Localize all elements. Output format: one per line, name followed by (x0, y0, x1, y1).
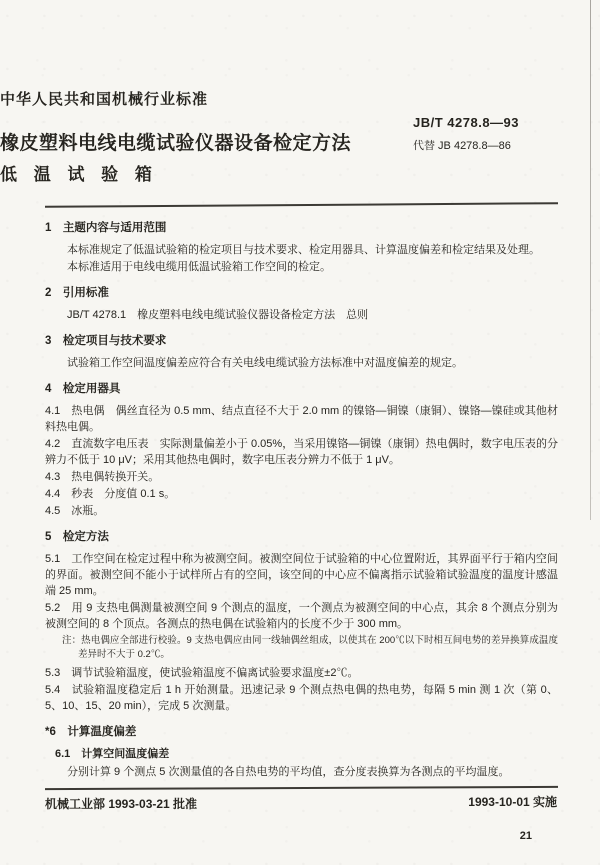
standard-number: JB/T 4278.8—93 (413, 115, 520, 130)
clause-4-4: 4.4 秒表 分度值 0.1 s。 (45, 488, 176, 500)
clause-5-2-note: 注：热电偶应全部进行校验。9 支热电偶应由同一线轴偶丝组成，以使其在 200℃以下时相互间电势的差异换算成温度差异时不大于 0.2℃。 (62, 635, 558, 660)
section-3-para: 试验箱工作空间温度偏差应符合有关电线电缆试验方法标准中对温度偏差的规定。 (67, 357, 463, 369)
clause-5-1: 5.1 工作空间在检定过程中称为被测空间。被测空间位于试验箱的中心位置附近，其界面平行于箱内空间的界面。被测空间不能小于试样所占有的空间，该空间的中心应不偏离指示试验箱试验温度的温度计感温端 25 mm。 (45, 553, 558, 597)
clause-4-1: 4.1 热电偶 偶丝直径为 0.5 mm、结点直径不大于 2.0 mm 的镍铬—铜镍（康铜）、镍铬—镍硅或其他材料热电偶。 (45, 405, 558, 433)
clause-4-2: 4.2 直流数字电压表 实际测量偏差小于 0.05%，当采用镍铬—铜镍（康铜）热电偶时，数字电压表的分辨力不低于 10 μV；采用其他热电偶时，数字电压表分辨力不低于 1 μV。 (45, 438, 558, 466)
clause-6-1-para: 分别计算 9 个测点 5 次测量值的各自热电势的平均值，查分度表换算为各测点的平均温度。 (67, 766, 510, 778)
section-1-para-2: 本标准适用于电线电缆用低温试验箱工作空间的检定。 (67, 261, 331, 273)
clause-5-3: 5.3 调节试验箱温度，使试验箱温度不偏离试验要求温度±2℃。 (45, 667, 359, 679)
header-divider-rule (45, 202, 558, 208)
section-1-heading: 1 主题内容与适用范围 (45, 222, 167, 234)
standard-number-block (413, 115, 573, 153)
clause-6-1-heading: 6.1 计算空间温度偏差 (55, 748, 170, 760)
section-4-heading: 4 检定用器具 (45, 383, 121, 395)
footer-divider-rule (45, 786, 558, 790)
clause-4-5: 4.5 冰瓶。 (45, 505, 105, 517)
section-2-reference: JB/T 4278.1 橡皮塑料电线电缆试验仪器设备检定方法 总则 (67, 309, 369, 321)
footer-approval-text: 机械工业部 1993-03-21 批准 (45, 797, 198, 811)
section-3-heading: 3 检定项目与技术要求 (45, 335, 167, 347)
replaces-note: 代替 JB 4278.8—86 (413, 140, 511, 152)
footer-implementation-text: 1993-10-01 实施 (468, 795, 557, 809)
clause-5-4: 5.4 试验箱温度稳定后 1 h 开始测量。迅速记录 9 个测点热电偶的热电势，每隔 5 min 测 1 次（第 0、5、10、15、20 min），完成 5 次测量。 (45, 684, 558, 712)
document-title-line1: 橡皮塑料电线电缆试验仪器设备检定方法 (0, 133, 352, 154)
document-title-line2: 低 温 试 验 箱 (0, 165, 158, 184)
scan-page-edge-line (590, 0, 591, 520)
section-5-heading: 5 检定方法 (45, 531, 109, 543)
document-body (45, 216, 558, 781)
section-1-para-1: 本标准规定了低温试验箱的检定项目与技术要求、检定用器具、计算温度偏差和检定结果及处理。 (67, 244, 540, 256)
clause-5-2: 5.2 用 9 支热电偶测量被测空间 9 个测点的温度，一个测点为被测空间的中心点，其余 8 个测点分别为被测空间的 8 个顶点。各测点的热电偶在试验箱内的长度不少于 300 mm。 (45, 602, 558, 630)
section-2-heading: 2 引用标准 (45, 287, 109, 299)
section-6-heading: *6 计算温度偏差 (45, 726, 137, 738)
standard-type-header: 中华人民共和国机械行业标准 (0, 91, 209, 108)
clause-4-3: 4.3 热电偶转换开关。 (45, 471, 160, 483)
page-number: 21 (519, 830, 532, 842)
